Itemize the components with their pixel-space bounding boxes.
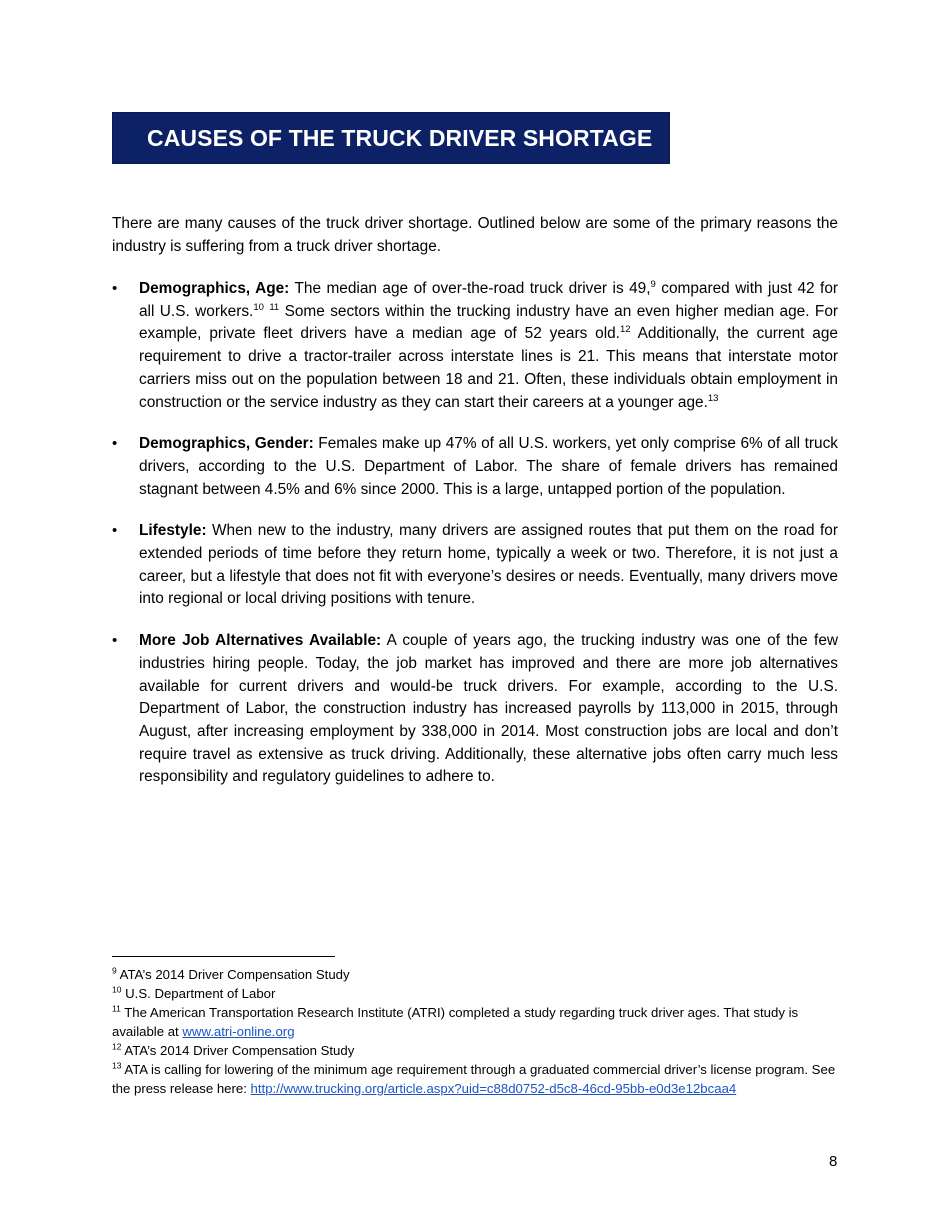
item-text: When new to the industry, many drivers are assigned routes that put them on the road for extended periods of time before they return home, typically a week or two. Therefore, it is not just a career, but a lifestyle that does not fit with everyone’s desires or needs. Eventually, many drivers move into regional or local driving positions with tenure. — [139, 522, 838, 608]
footnote — [112, 984, 842, 1003]
causes-list — [112, 278, 838, 808]
footnote-text: The American Transportation Research Institute (ATRI) completed a study regarding truck driver ages. That study is available at — [112, 1005, 799, 1039]
intro-paragraph: There are many causes of the truck driver shortage. Outlined below are some of the primary reasons the industry is suffering from a truck driver shortage. — [112, 215, 838, 255]
footnote-ref: 13 — [707, 392, 719, 404]
footnote — [112, 965, 842, 984]
footnote-ref: 9 — [650, 278, 656, 290]
footnote-text: ATA is calling for lowering of the minimum age requirement through a graduated commercial driver’s license program. See the press release here: — [112, 1062, 836, 1096]
footnote-ref: 12 — [619, 324, 631, 336]
footnote-text: ATA’s 2014 Driver Compensation Study — [116, 967, 350, 982]
item-text: Additionally, the current age requirement to drive a tractor-trailer across interstate lines is 21. This means that interstate motor carriers miss out on the population between 18 and 21. Often, these individuals obtain employment in construction or the service industry as they can start their careers at a younger age. — [139, 325, 838, 411]
list-item-age — [112, 278, 838, 414]
footnote-number: 10 — [112, 984, 122, 995]
page-number: 8 — [829, 1153, 838, 1170]
list-item-job-alternatives — [112, 630, 838, 789]
footnote-number: 13 — [112, 1060, 122, 1071]
bullet-icon: • — [112, 632, 118, 650]
list-item-lifestyle — [112, 520, 838, 611]
footnote-text: U.S. Department of Labor — [121, 986, 276, 1001]
item-heading: Demographics, Gender: — [139, 435, 314, 453]
bullet-icon: • — [112, 522, 118, 540]
section-title: CAUSES OF THE TRUCK DRIVER SHORTAGE — [147, 124, 653, 151]
press-release-link[interactable]: http://www.trucking.org/article.aspx?uid=c88d0752-d5c8-46cd-95bb-e0d3e12bcaa4 — [250, 1081, 737, 1096]
footnote-divider — [112, 956, 335, 957]
list-item-gender — [112, 433, 838, 501]
bullet-icon: • — [112, 280, 118, 297]
atri-link[interactable]: www.atri-online.org — [182, 1024, 295, 1039]
footnote-number: 9 — [112, 965, 117, 976]
item-heading: More Job Alternatives Available: — [139, 632, 382, 650]
footnote-ref: 10 — [253, 301, 264, 313]
item-text: Females make up 47% of all U.S. workers, yet only comprise 6% of all truck drivers, according to the U.S. Department of Labor. The share of female drivers has remained stagnant between 4.5% and 6% since 2000. This is a large, untapped portion of the population. — [139, 435, 838, 498]
footnote-ref: 11 — [269, 301, 280, 313]
section-title-banner — [112, 112, 670, 164]
footnote-number: 12 — [112, 1041, 122, 1052]
item-text: A couple of years ago, the trucking industry was one of the few industries hiring people. Today, the job market has improved and there are more job alternatives available for current drivers and would-be truck drivers. For example, according to the U.S. Department of Labor, the construction industry has increased payrolls by 113,000 in 2015, through August, after increasing employment by 338,000 in 2014. Most construction jobs are local and don’t require travel as extensive as truck driving. Additionally, these alternative jobs often carry much less responsibility and regulatory guidelines to adhere to. — [139, 632, 838, 786]
item-text: compared with just 42 for all U.S. workers. — [139, 280, 839, 320]
footnote — [112, 1060, 842, 1098]
item-heading: Lifestyle: — [139, 522, 207, 540]
item-text: Some sectors within the trucking industry have an even higher median age. For example, private fleet drivers have a median age of 52 years old. — [139, 302, 839, 343]
footnote — [112, 1041, 842, 1060]
bullet-icon: • — [112, 435, 118, 453]
footnote-text: ATA’s 2014 Driver Compensation Study — [121, 1043, 355, 1058]
footnote — [112, 1003, 842, 1041]
item-heading: Demographics, Age: — [139, 280, 290, 297]
footnotes — [112, 965, 842, 1098]
footnote-number: 11 — [112, 1003, 121, 1014]
item-text: The median age of over-the-road truck driver is 49, — [289, 280, 651, 297]
